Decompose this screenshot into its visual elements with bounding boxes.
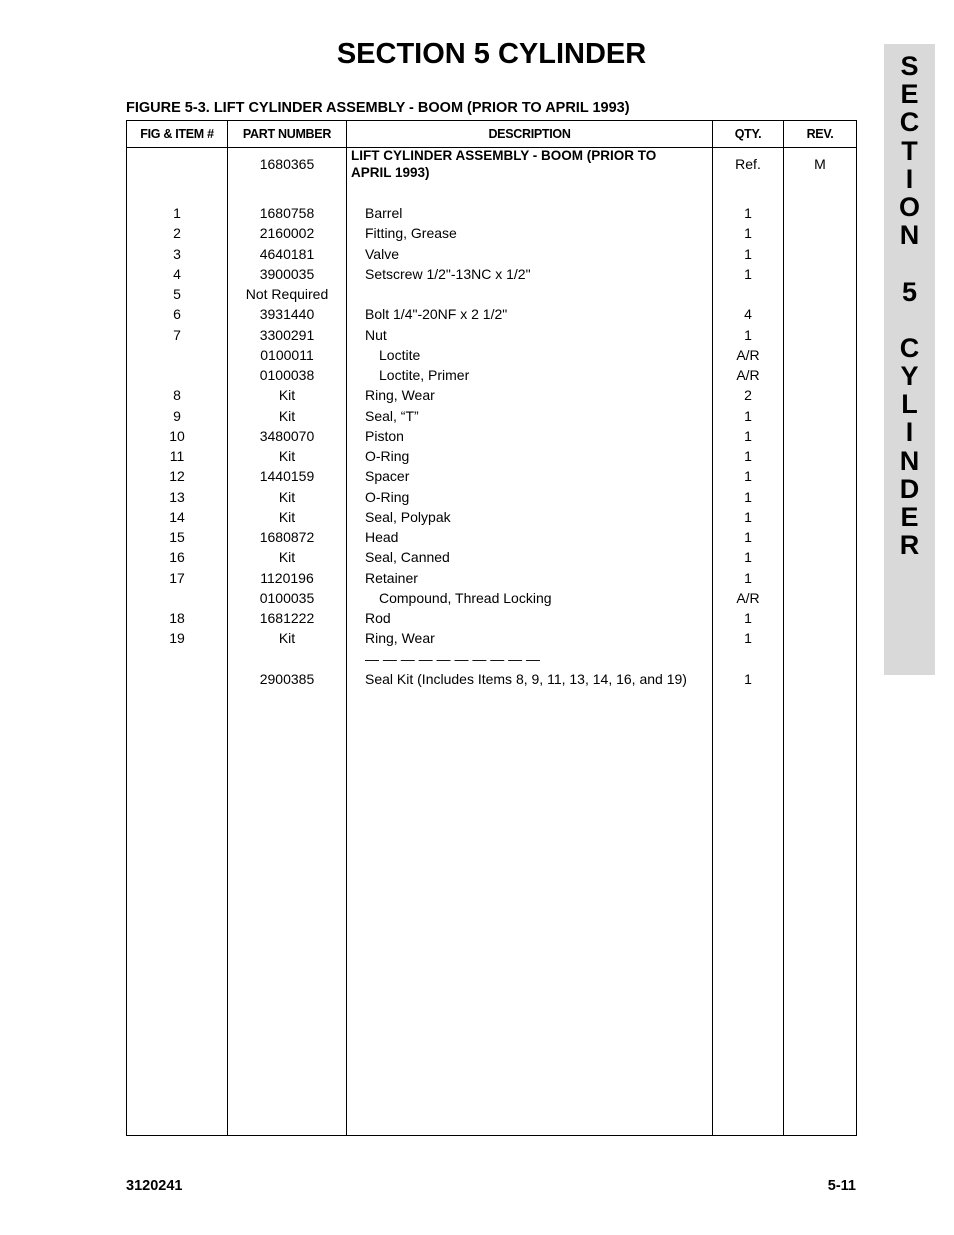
side-tab-letter: E bbox=[900, 502, 919, 532]
assembly-rev: M bbox=[814, 156, 826, 172]
row-fig-item: 12 bbox=[169, 468, 185, 485]
row-description: Seal, “T” bbox=[365, 407, 419, 424]
header-fig-item: FIG & ITEM # bbox=[140, 127, 214, 141]
row-qty: 1 bbox=[744, 630, 752, 647]
row-fig-item: 2 bbox=[173, 225, 181, 242]
row-description: Retainer bbox=[365, 569, 418, 586]
row-fig-item: 9 bbox=[173, 407, 181, 424]
row-qty: 1 bbox=[744, 448, 752, 464]
side-tab-letter: T bbox=[901, 135, 918, 166]
header-description: DESCRIPTION bbox=[488, 127, 571, 141]
row-part-number: 0100035 bbox=[259, 589, 315, 606]
side-tab-letter: Y bbox=[900, 361, 919, 392]
header-qty: QTY. bbox=[734, 127, 762, 141]
row-qty: 4 bbox=[744, 306, 752, 323]
row-qty: 1 bbox=[744, 569, 752, 586]
row-fig-item: 6 bbox=[173, 306, 181, 323]
row-part-number: Kit bbox=[278, 407, 296, 424]
side-tab-letter: N bbox=[899, 445, 920, 476]
row-qty: A/R bbox=[736, 346, 760, 363]
row-part-number: 1681222 bbox=[259, 610, 315, 626]
row-fig-item: 10 bbox=[169, 427, 185, 444]
row-description: Valve bbox=[365, 245, 399, 262]
row-description: Seal Kit (Includes Items 8, 9, 11, 13, 14, 16, and 19) bbox=[365, 670, 687, 687]
row-part-number: 0100011 bbox=[260, 346, 314, 363]
row-qty: 1 bbox=[744, 407, 752, 424]
row-qty: 1 bbox=[744, 488, 752, 505]
row-qty: 1 bbox=[744, 670, 752, 687]
row-description: Head bbox=[365, 529, 399, 545]
row-qty: A/R bbox=[736, 589, 760, 606]
assembly-description: LIFT CYLINDER ASSEMBLY - BOOM (PRIOR TO APRIL 1993) bbox=[351, 148, 657, 180]
header-rev: REV. bbox=[806, 127, 834, 141]
row-part-number: Kit bbox=[278, 508, 296, 525]
row-fig-item: 1 bbox=[173, 205, 181, 221]
row-qty: 1 bbox=[744, 610, 752, 626]
row-qty: 1 bbox=[744, 508, 752, 525]
row-description: Setscrew 1/2"-13NC x 1/2" bbox=[365, 265, 531, 282]
row-description: Loctite bbox=[379, 346, 421, 363]
row-description: Compound, Thread Locking bbox=[379, 589, 552, 606]
row-description: Loctite, Primer bbox=[379, 367, 470, 383]
row-part-number: 3931440 bbox=[259, 306, 315, 323]
row-qty: A/R bbox=[736, 367, 760, 383]
parts-table bbox=[126, 120, 857, 1136]
row-fig-item: 5 bbox=[173, 286, 181, 302]
side-tab-letter: C bbox=[899, 332, 920, 363]
row-description: — — — — — — — — — — bbox=[365, 650, 541, 667]
figure-title: FIGURE 5-3. LIFT CYLINDER ASSEMBLY - BOOM (PRIOR TO APRIL 1993) bbox=[126, 100, 630, 116]
page-number: 5-11 bbox=[827, 1178, 856, 1194]
row-description: Bolt 1/4"-20NF x 2 1/2" bbox=[365, 306, 508, 323]
assembly-qty: Ref. bbox=[735, 156, 761, 172]
row-description: Spacer bbox=[365, 468, 410, 485]
header-part-number: PART NUMBER bbox=[242, 127, 332, 141]
row-part-number: Kit bbox=[278, 630, 296, 647]
row-description: Seal, Polypak bbox=[365, 508, 451, 525]
side-tab-letter: N bbox=[899, 220, 920, 251]
row-description: O-Ring bbox=[365, 488, 410, 505]
row-qty: 1 bbox=[744, 529, 752, 545]
row-fig-item: 17 bbox=[169, 569, 185, 586]
section-side-tab bbox=[884, 44, 935, 675]
side-tab-letter: D bbox=[899, 473, 920, 504]
row-qty: 1 bbox=[744, 427, 752, 444]
row-description: Fitting, Grease bbox=[365, 225, 457, 242]
row-fig-item: 11 bbox=[169, 448, 185, 464]
row-fig-item: 4 bbox=[173, 265, 181, 282]
row-qty: 1 bbox=[744, 468, 752, 485]
row-qty: 1 bbox=[744, 205, 752, 221]
row-fig-item: 16 bbox=[169, 549, 185, 566]
row-part-number: 1680758 bbox=[259, 205, 315, 221]
column-divider bbox=[783, 121, 784, 1135]
row-description: Barrel bbox=[365, 205, 403, 221]
row-part-number: 1120196 bbox=[260, 569, 314, 586]
document-number: 3120241 bbox=[126, 1178, 183, 1194]
row-fig-item: 15 bbox=[169, 529, 185, 545]
row-fig-item: 7 bbox=[173, 326, 181, 343]
row-description: Piston bbox=[365, 427, 404, 444]
row-description: Nut bbox=[365, 326, 387, 343]
row-part-number: 2900385 bbox=[259, 670, 315, 687]
row-part-number: Kit bbox=[278, 488, 296, 505]
row-description: Rod bbox=[365, 610, 391, 626]
row-fig-item: 14 bbox=[169, 508, 185, 525]
row-qty: 1 bbox=[744, 549, 752, 566]
side-tab-letter: E bbox=[900, 79, 919, 110]
column-divider bbox=[346, 121, 347, 1135]
side-tab-letter: 5 bbox=[901, 276, 918, 307]
row-qty: 1 bbox=[744, 326, 752, 343]
row-fig-item: 13 bbox=[169, 488, 185, 505]
row-part-number: 1680872 bbox=[259, 529, 315, 545]
row-fig-item: 8 bbox=[173, 387, 181, 404]
row-fig-item: 18 bbox=[169, 610, 185, 626]
row-part-number: Not Required bbox=[245, 286, 329, 302]
row-part-number: Kit bbox=[278, 549, 296, 566]
row-fig-item: 19 bbox=[169, 630, 185, 647]
row-part-number: 3300291 bbox=[259, 326, 315, 343]
row-fig-item: 3 bbox=[173, 245, 181, 262]
side-tab-letter: C bbox=[899, 107, 920, 138]
side-tab-letter: I bbox=[905, 417, 914, 448]
row-part-number: 0100038 bbox=[259, 367, 315, 383]
row-description: O-Ring bbox=[365, 448, 410, 464]
row-part-number: Kit bbox=[278, 448, 296, 464]
row-part-number: 3900035 bbox=[259, 265, 315, 282]
assembly-part-number: 1680365 bbox=[259, 156, 315, 172]
row-description: Seal, Canned bbox=[365, 549, 450, 566]
row-qty: 1 bbox=[744, 245, 752, 262]
row-part-number: 2160002 bbox=[259, 225, 315, 242]
side-tab-letter: L bbox=[901, 389, 918, 420]
side-tab-letter: S bbox=[900, 51, 919, 81]
section-title: SECTION 5 CYLINDER bbox=[336, 38, 647, 70]
side-tab-letter: R bbox=[899, 530, 920, 561]
side-tab-letter: O bbox=[898, 191, 920, 222]
row-qty: 1 bbox=[744, 265, 752, 282]
row-part-number: 3480070 bbox=[259, 427, 315, 444]
row-qty: 1 bbox=[744, 225, 752, 242]
row-description: Ring, Wear bbox=[365, 630, 435, 647]
row-qty: 2 bbox=[744, 387, 752, 404]
row-part-number: 4640181 bbox=[259, 245, 315, 262]
row-part-number: 1440159 bbox=[259, 468, 315, 485]
row-description: Ring, Wear bbox=[365, 387, 435, 404]
row-part-number: Kit bbox=[278, 387, 296, 404]
side-tab-letter: I bbox=[905, 163, 914, 194]
